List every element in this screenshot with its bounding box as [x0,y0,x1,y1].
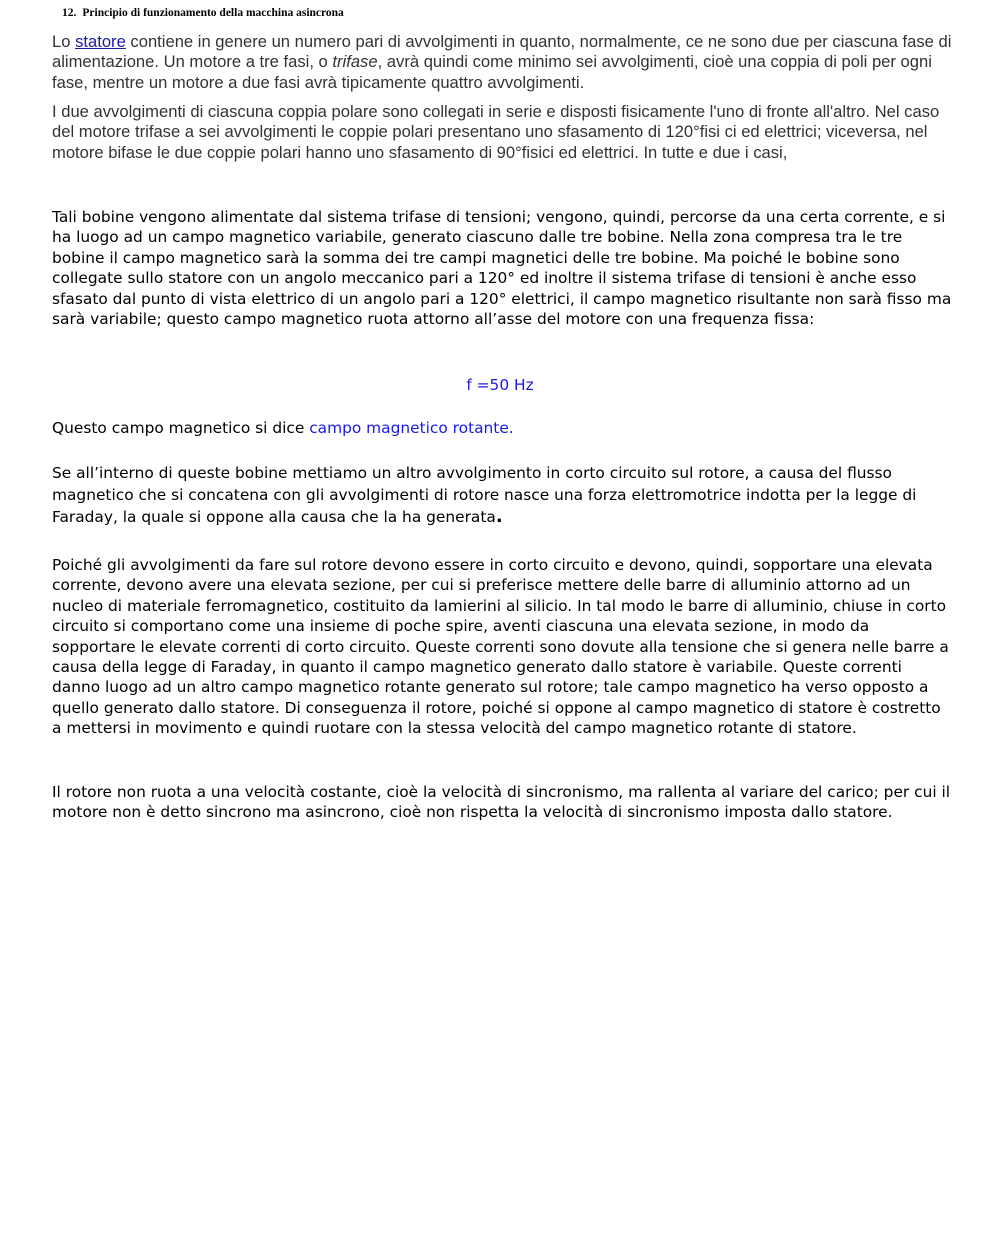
paragraph-rotore-barre: Poiché gli avvolgimenti da fare sul rotore devono essere in corto circuito e devono, quindi, sopportare una elevata corrente, devono avere una elevata sezione, per cui si preferisce mettere delle barre di alluminio attorno ad un nucleo di materiale ferromagnetico, costituito da lamierini al silicio. In tal modo le barre di alluminio, chiuse in corto circuito si comportano come una insieme di poche spire, aventi ciascuna una elevata sezione, in modo da sopportare le elevate correnti di corto circuito. Queste correnti sono dovute alla tensione che si genera nelle barre a causa della legge di Faraday, in quanto il campo magnetico generato dallo statore è variabile. Queste correnti danno luogo ad un altro campo magnetico rotante generato sul rotore; tale campo magnetico ha verso opposto a quello generato dallo statore. Di conseguenza il rotore, poiché si oppone al campo magnetico di statore è costretto a mettersi in movimento e quindi ruotare con la stessa velocità del campo magnetico rotante di statore. [52,556,949,738]
campo-magnetico-rotante-term: campo magnetico rotante. [309,419,514,437]
frequency-formula: f =50 Hz [466,376,534,394]
p1-lead: Lo [52,32,76,51]
p1-part2: , avrà quindi come minimo sei avvolgimenti, cioè una coppia di poli per ogni fase, mentre un motore a due fasi avrà tipicamente quattro avvolgimenti. [52,52,932,92]
p5-end: . [495,506,503,527]
p1-part1: contiene in genere un numero pari di avvolgimenti in quanto, normalmente, ce ne sono due per ciascuna fase di alimentazione. Un motore a tre fasi, o [52,32,952,72]
paragraph-coppie-polari: I due avvolgimenti di ciascuna coppia polare sono collegati in serie e disposti fisicamente l'uno di fronte all'altro. Nel caso del motore trifase a sei avvolgimenti le coppie polari presentano uno sfasamento di 120°fisi ci ed elettrici; viceversa, nel motore bifase le due coppie polari hanno uno sfasamento di 90°fisici ed elettrici. In tutte e due i casi, [52,102,940,162]
paragraph-campo-rotante [52,418,952,438]
paragraph-statore [52,32,952,93]
section-heading [62,7,344,19]
section-title: Principio di funzionamento della macchina asincrona [82,7,344,19]
section-number: 12. [62,7,77,19]
statore-link[interactable]: statore [75,32,126,51]
paragraph-asincrono: Il rotore non ruota a una velocità costante, cioè la velocità di sincronismo, ma rallenta al variare del carico; per cui il motore non è detto sincrono ma asincrono, cioè non rispetta la velocità di sincronismo imposta dallo statore. [52,783,951,822]
p4-lead: Questo campo magnetico si dice [52,419,310,437]
paragraph-faraday [52,462,952,528]
paragraph-bobine: Tali bobine vengono alimentate dal sistema trifase di tensioni; vengono, quindi, percorse da una certa corrente, e si ha luogo ad un campo magnetico variabile, generato ciascuno dalle tre bobine. Nella zona compresa tra le tre bobine il campo magnetico sarà la somma dei tre campi magnetici delle tre bobine. Ma poiché le bobine sono collegate sullo statore con un angolo meccanico pari a 120° ed inoltre il sistema trifase di tensioni è anche esso sfasato dal punto di vista elettrico di un angolo pari a 120° elettrici, il campo magnetico risultante non sarà fisso ma sarà variabile; questo campo magnetico ruota attorno all’asse del motore con una frequenza fissa: [52,208,952,329]
p1-italic-trifase: trifase [332,52,378,72]
p5-text: Se all’interno di queste bobine mettiamo un altro avvolgimento in corto circuito sul rotore, a causa del flusso magnetico che si concatena con gli avvolgimenti di rotore nasce una forza elettromotrice indotta per la legge di Faraday, la quale si oppone alla causa che la ha generata [52,464,917,526]
